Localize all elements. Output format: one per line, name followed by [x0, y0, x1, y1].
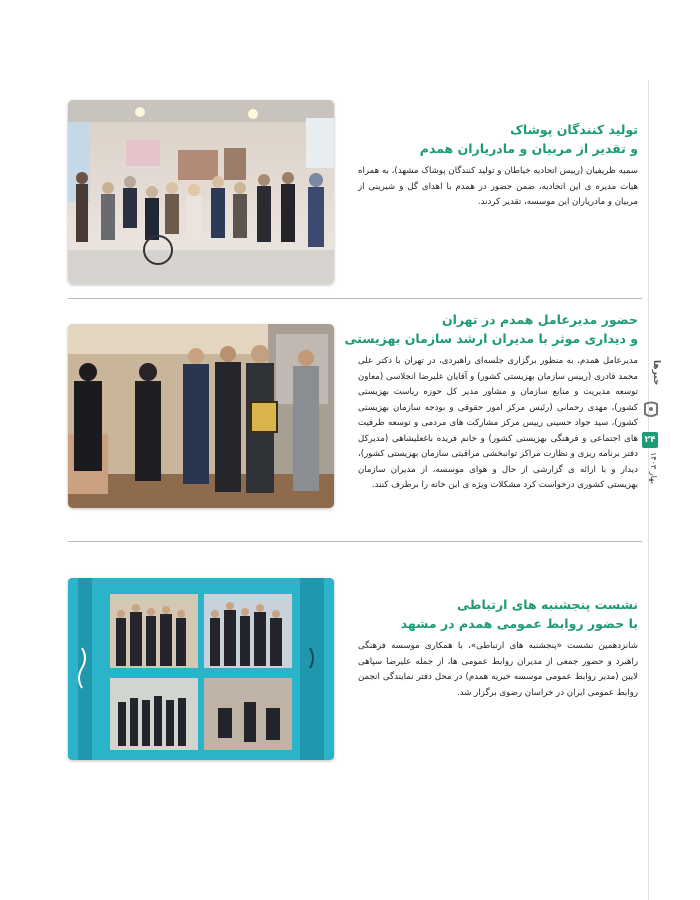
article-tailors-union — [68, 100, 642, 290]
article-communication-thursdays — [68, 575, 642, 765]
article-photo — [68, 324, 334, 508]
meeting-photo-image — [68, 324, 334, 508]
article-title — [358, 595, 638, 633]
article-photo — [68, 578, 334, 760]
article-title — [344, 310, 638, 348]
article-title-line-2: و تقدیر از مربیان و مادریاران همدم — [419, 141, 638, 156]
article-body: مدیرعامل همدم، به منظور برگزاری جلسه‌ای راهبردی، در تهران با دکتر علی محمد قادری (رییس سازمان بهزیستی کشور) و آقایان علیرضا انجلاسی (معاون توسعه مدیریت و منابع سازمان و مشاور مدیر کل حوزه ریاست بهزیستی کشور)، مهدی رحمانی (رئیس مرکز امور حقوقی و بودجه سازمان بهزیستی کشور)، سید جواد حسینی رییس مرکز مشارکت های مردمی و توسعه ظرفیت های اجتماعی و فرهنگی بهزیستی کشور) و خانم فریده باغعلیشاهی (مدیرکل دفتر برنامه ریزی و نظارت مراکز توانبخشی مراقبتی سازمان بهزیستی کشور)، دیدار و با ارائه ی گزارشی از حال و هوای موسسه، از مدیران سازمان بهزیستی کشوری درخواست کرد مشکلات ویژه ی این خانه را برطرف کنند. — [358, 356, 638, 490]
margin-rule — [648, 80, 649, 900]
section-divider — [68, 298, 642, 299]
article-title-line-2: و دیداری موثر با مدیران ارشد سازمان بهزیستی — [344, 331, 638, 346]
collage-photo-image — [68, 578, 334, 760]
section-brand-label: خبرها — [651, 360, 661, 386]
group-photo-image — [68, 100, 334, 284]
article-tehran-visit — [68, 310, 642, 535]
issue-season-label: بهار ۱۴۰۳ — [649, 452, 658, 484]
article-photo — [68, 100, 334, 284]
section-divider — [68, 541, 642, 542]
article-title-line-1: تولید کنندگان پوشاک — [510, 122, 638, 137]
article-title-line-1: حضور مدیرعامل همدم در تهران — [441, 312, 638, 327]
article-title-line-1: نشست پنجشنبه های ارتباطی — [457, 597, 638, 612]
article-body: شانزدهمین نشست «پنجشنبه های ارتباطی»، با همکاری موسسه فرهنگی راهبرد و حضور جمعی از مدیران روابط عمومی ها، از جمله علیرضا سپاهی لایین (مدیر روابط عمومی موسسه خیریه همدم) در محل دفتر نمایندگی انجمن روابط عمومی ایران در خراسان رضوی برگزار شد. — [358, 641, 638, 698]
article-body: سمیه ظریفیان (رییس اتحادیه خیاطان و تولید کنندگان پوشاک مشهد)، به همراه هیات مدیره ی این اتحادیه، ضمن حضور در همدم با اهدای گل و شیرینی از مربیان و مادریاران این موسسه، تقدیر کردند. — [358, 166, 638, 207]
article-title-line-2: با حضور روابط عمومی همدم در مشهد — [400, 616, 638, 631]
page-number-badge: ۲۴ — [642, 432, 658, 448]
article-title — [358, 120, 638, 158]
magazine-logo-icon — [642, 400, 660, 420]
